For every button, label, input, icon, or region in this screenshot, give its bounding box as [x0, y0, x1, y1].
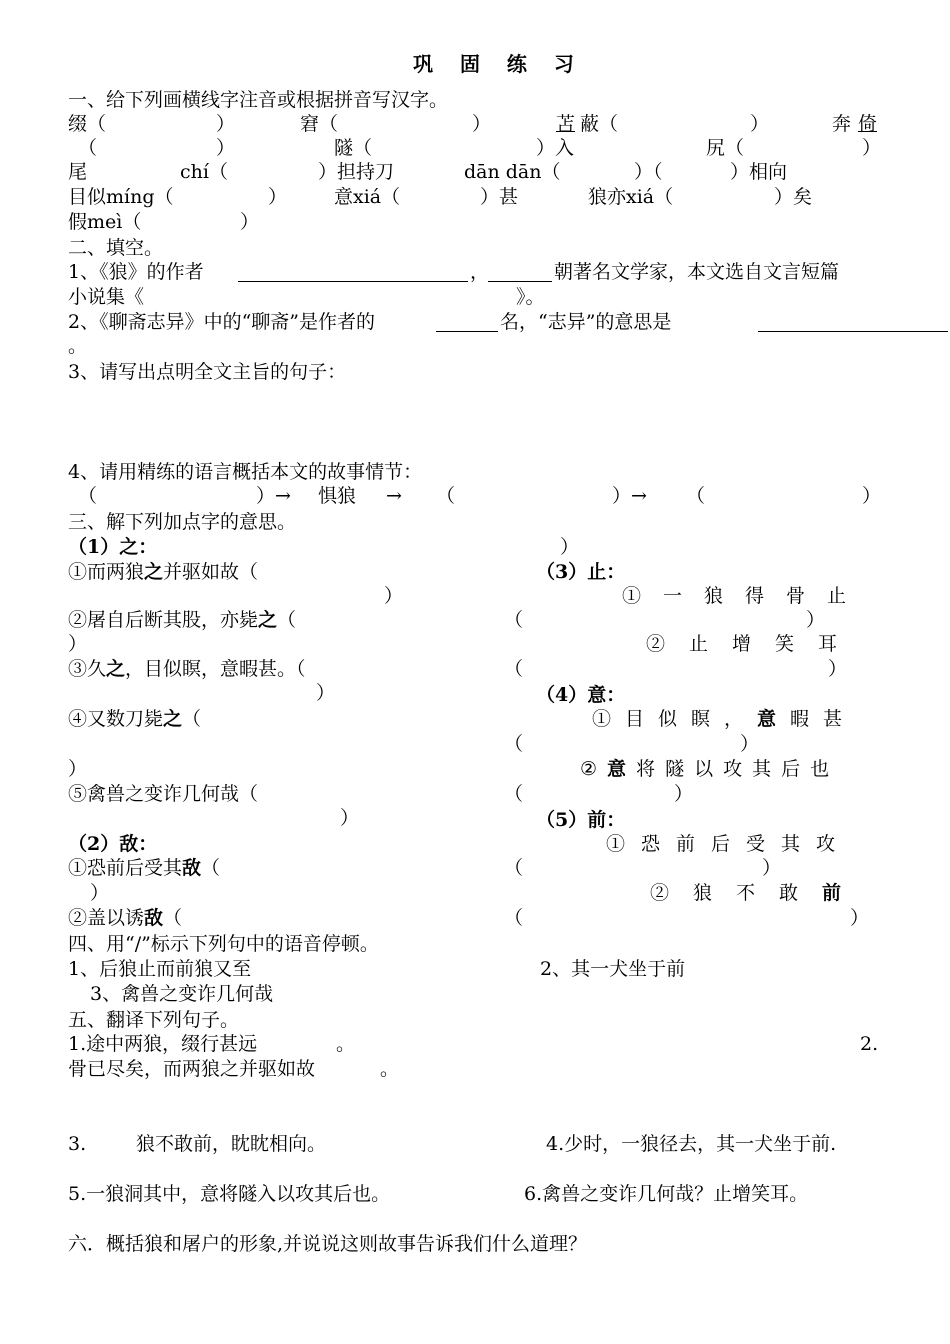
- pause-q3: 3、禽兽之变诈几何哉: [90, 983, 274, 1005]
- page-title: 巩 固 练 习: [413, 52, 584, 76]
- translate-q5: 5.一狼洞其中，意将隧入以攻其后也。: [68, 1183, 391, 1205]
- section3-heading: 三、解下列加点字的意思。: [68, 511, 297, 533]
- paren-close: ）: [216, 113, 236, 135]
- translate-q6: 6.禽兽之变诈几何哉？止增笑耳。: [524, 1183, 809, 1205]
- answer-line-dynasty[interactable]: [488, 281, 552, 282]
- text-danchidao: ）担持刀: [318, 161, 395, 183]
- q1-collection-close: 》。: [516, 286, 545, 308]
- group-yi: （4）意：: [536, 684, 626, 706]
- section2-heading: 二、填空。: [68, 237, 164, 259]
- paren-close: ）: [90, 882, 110, 904]
- char-ben: 奔: [832, 113, 852, 135]
- text-yi: ）矣: [774, 186, 813, 208]
- paren-close: ）: [268, 186, 288, 208]
- group-qian: （5）前：: [536, 809, 626, 831]
- translate-q2: 骨已尽矣，而两狼之并驱如故: [68, 1058, 316, 1080]
- paren-close: ）: [762, 857, 782, 879]
- paren-open: （: [78, 137, 98, 159]
- section6-heading: 六．概括狼和屠户的形象,并说说这则故事告诉我们什么道理？: [68, 1233, 588, 1255]
- hanzi-blank-ming: 目似míng（: [68, 186, 174, 208]
- pause-q1: 1、后狼止而前狼又至: [68, 958, 252, 980]
- q1-collection: 小说集《: [68, 286, 145, 308]
- paren-close: ）: [862, 137, 882, 159]
- paren-close: ）: [472, 113, 492, 135]
- paren-open: （: [504, 733, 524, 755]
- paren-open: （: [504, 907, 524, 929]
- pinyin-blank-shanbi: 蔽（: [580, 113, 619, 135]
- yi-item-2: ②意将隧以攻其后也: [580, 758, 840, 780]
- paren-close: ）: [384, 585, 404, 607]
- period: 。: [336, 1033, 356, 1055]
- paren-close: ）: [850, 907, 870, 929]
- zhi-item-1: ①而两狼之并驱如故（: [68, 561, 259, 583]
- pause-q2: 2、其一犬坐于前: [540, 958, 686, 980]
- translate-q3: 狼不敢前，眈眈相向。: [136, 1133, 327, 1155]
- text-xiangxiang: ）相向: [730, 161, 788, 183]
- section1-heading: 一、给下列画横线字注音或根据拼音写汉字。: [68, 89, 449, 111]
- plot-arrow: ）→: [612, 485, 647, 507]
- qian-item-1: ①恐前后受其攻: [606, 833, 852, 855]
- translate-q4: 4.少时，一狼径去，其一犬坐于前.: [546, 1133, 837, 1155]
- di-item-1: ①恐前后受其敌（: [68, 857, 221, 879]
- paren-pair: ）（: [634, 161, 663, 183]
- paren-open: （: [504, 609, 524, 631]
- group-zhi: （1）之：: [68, 536, 158, 558]
- paren-close-ru: ）入: [536, 137, 575, 159]
- zhi-item-4: ④又数刀毙之（: [68, 708, 202, 730]
- yi-item-1: ①目似瞑，意暇甚: [592, 708, 857, 730]
- paren-close: ）: [340, 807, 360, 829]
- zhi-item-2: ②屠自后断其股，亦毙之（: [68, 609, 297, 631]
- pinyin-blank-jiong: 窘（: [300, 113, 339, 135]
- paren-open: （: [504, 783, 524, 805]
- plot-arrow: ）→: [256, 485, 291, 507]
- paren-close: ）: [240, 211, 260, 233]
- section5-heading: 五、翻译下列句子。: [68, 1009, 240, 1031]
- answer-line-name[interactable]: [436, 331, 498, 332]
- qian-item-2: ②狼不敢前: [650, 882, 866, 904]
- text-shen: ）甚: [480, 186, 519, 208]
- plot-paren-open: （: [686, 485, 706, 507]
- hanzi-blank-mei: 假meì（: [68, 211, 142, 233]
- q1-author: 1、《狼》的作者: [68, 261, 204, 283]
- underlined-char-yi: 倚: [858, 113, 878, 135]
- zhi-item-3: ③久之，目似瞑，意暇甚。（: [68, 658, 306, 680]
- q1-dynasty-text: 朝著名文学家，本文选自文言短篇: [554, 261, 840, 283]
- q3-theme: 3、请写出点明全文主旨的句子：: [68, 361, 347, 383]
- period: 。: [68, 335, 88, 357]
- answer-line-author[interactable]: [238, 281, 468, 282]
- group-zhi-stop: （3）止：: [536, 561, 626, 583]
- hanzi-blank-chi: chí（: [180, 161, 228, 183]
- paren-close: ）: [674, 783, 694, 805]
- paren-close: ）: [750, 113, 770, 135]
- plot-paren-open: （: [78, 485, 98, 507]
- paren-close: ）: [216, 137, 236, 159]
- q2-zhiyi: 名，“志异”的意思是: [500, 311, 672, 333]
- plot-julang: 惧狼: [318, 485, 357, 507]
- translate-q1: 1.途中两狼，缀行甚远: [68, 1033, 258, 1055]
- q4-plot: 4、请用精练的语言概括本文的故事情节：: [68, 461, 423, 483]
- paren-close: ）: [316, 682, 336, 704]
- hanzi-blank-xia1: 意xiá（: [334, 186, 401, 208]
- comma: ，: [470, 261, 490, 283]
- plot-arrow: →: [386, 485, 402, 507]
- paren-close: ）: [68, 758, 88, 780]
- hanzi-blank-xia2: 狼亦xiá（: [588, 186, 674, 208]
- translate-q2-number: 2.: [860, 1033, 879, 1055]
- paren-close: ）: [560, 536, 580, 558]
- hanzi-blank-dandan: dān dān（: [464, 161, 561, 183]
- stop-item-1: ①一狼得骨止: [622, 585, 869, 607]
- paren-close: ）: [68, 633, 88, 655]
- period: 。: [380, 1058, 400, 1080]
- pinyin-blank-zhui: 缀（: [68, 113, 107, 135]
- char-wei: 尾: [68, 161, 88, 183]
- paren-open: （: [504, 658, 524, 680]
- paren-close: ）: [828, 658, 848, 680]
- underlined-char-shan: 苫: [556, 113, 576, 135]
- pinyin-blank-kao: 尻（: [706, 137, 745, 159]
- plot-paren-open: （: [436, 485, 456, 507]
- q2-liaozhai: 2、《聊斋志异》中的“聊斋”是作者的: [68, 311, 376, 333]
- paren-open: （: [504, 857, 524, 879]
- answer-line-meaning[interactable]: [758, 331, 948, 332]
- di-item-2: ②盖以诱敌（: [68, 907, 183, 929]
- plot-paren-close: ）: [862, 485, 882, 507]
- translate-q3-number: 3.: [68, 1133, 87, 1155]
- paren-close: ）: [806, 609, 826, 631]
- stop-item-2: ②止增笑耳: [646, 633, 862, 655]
- section4-heading: 四、用“/”标示下列句中的语音停顿。: [68, 933, 379, 955]
- group-di: （2）敌：: [68, 833, 158, 855]
- zhi-item-5: ⑤禽兽之变诈几何哉（: [68, 783, 259, 805]
- pinyin-blank-sui: 隧（: [334, 137, 373, 159]
- paren-close: ）: [740, 733, 760, 755]
